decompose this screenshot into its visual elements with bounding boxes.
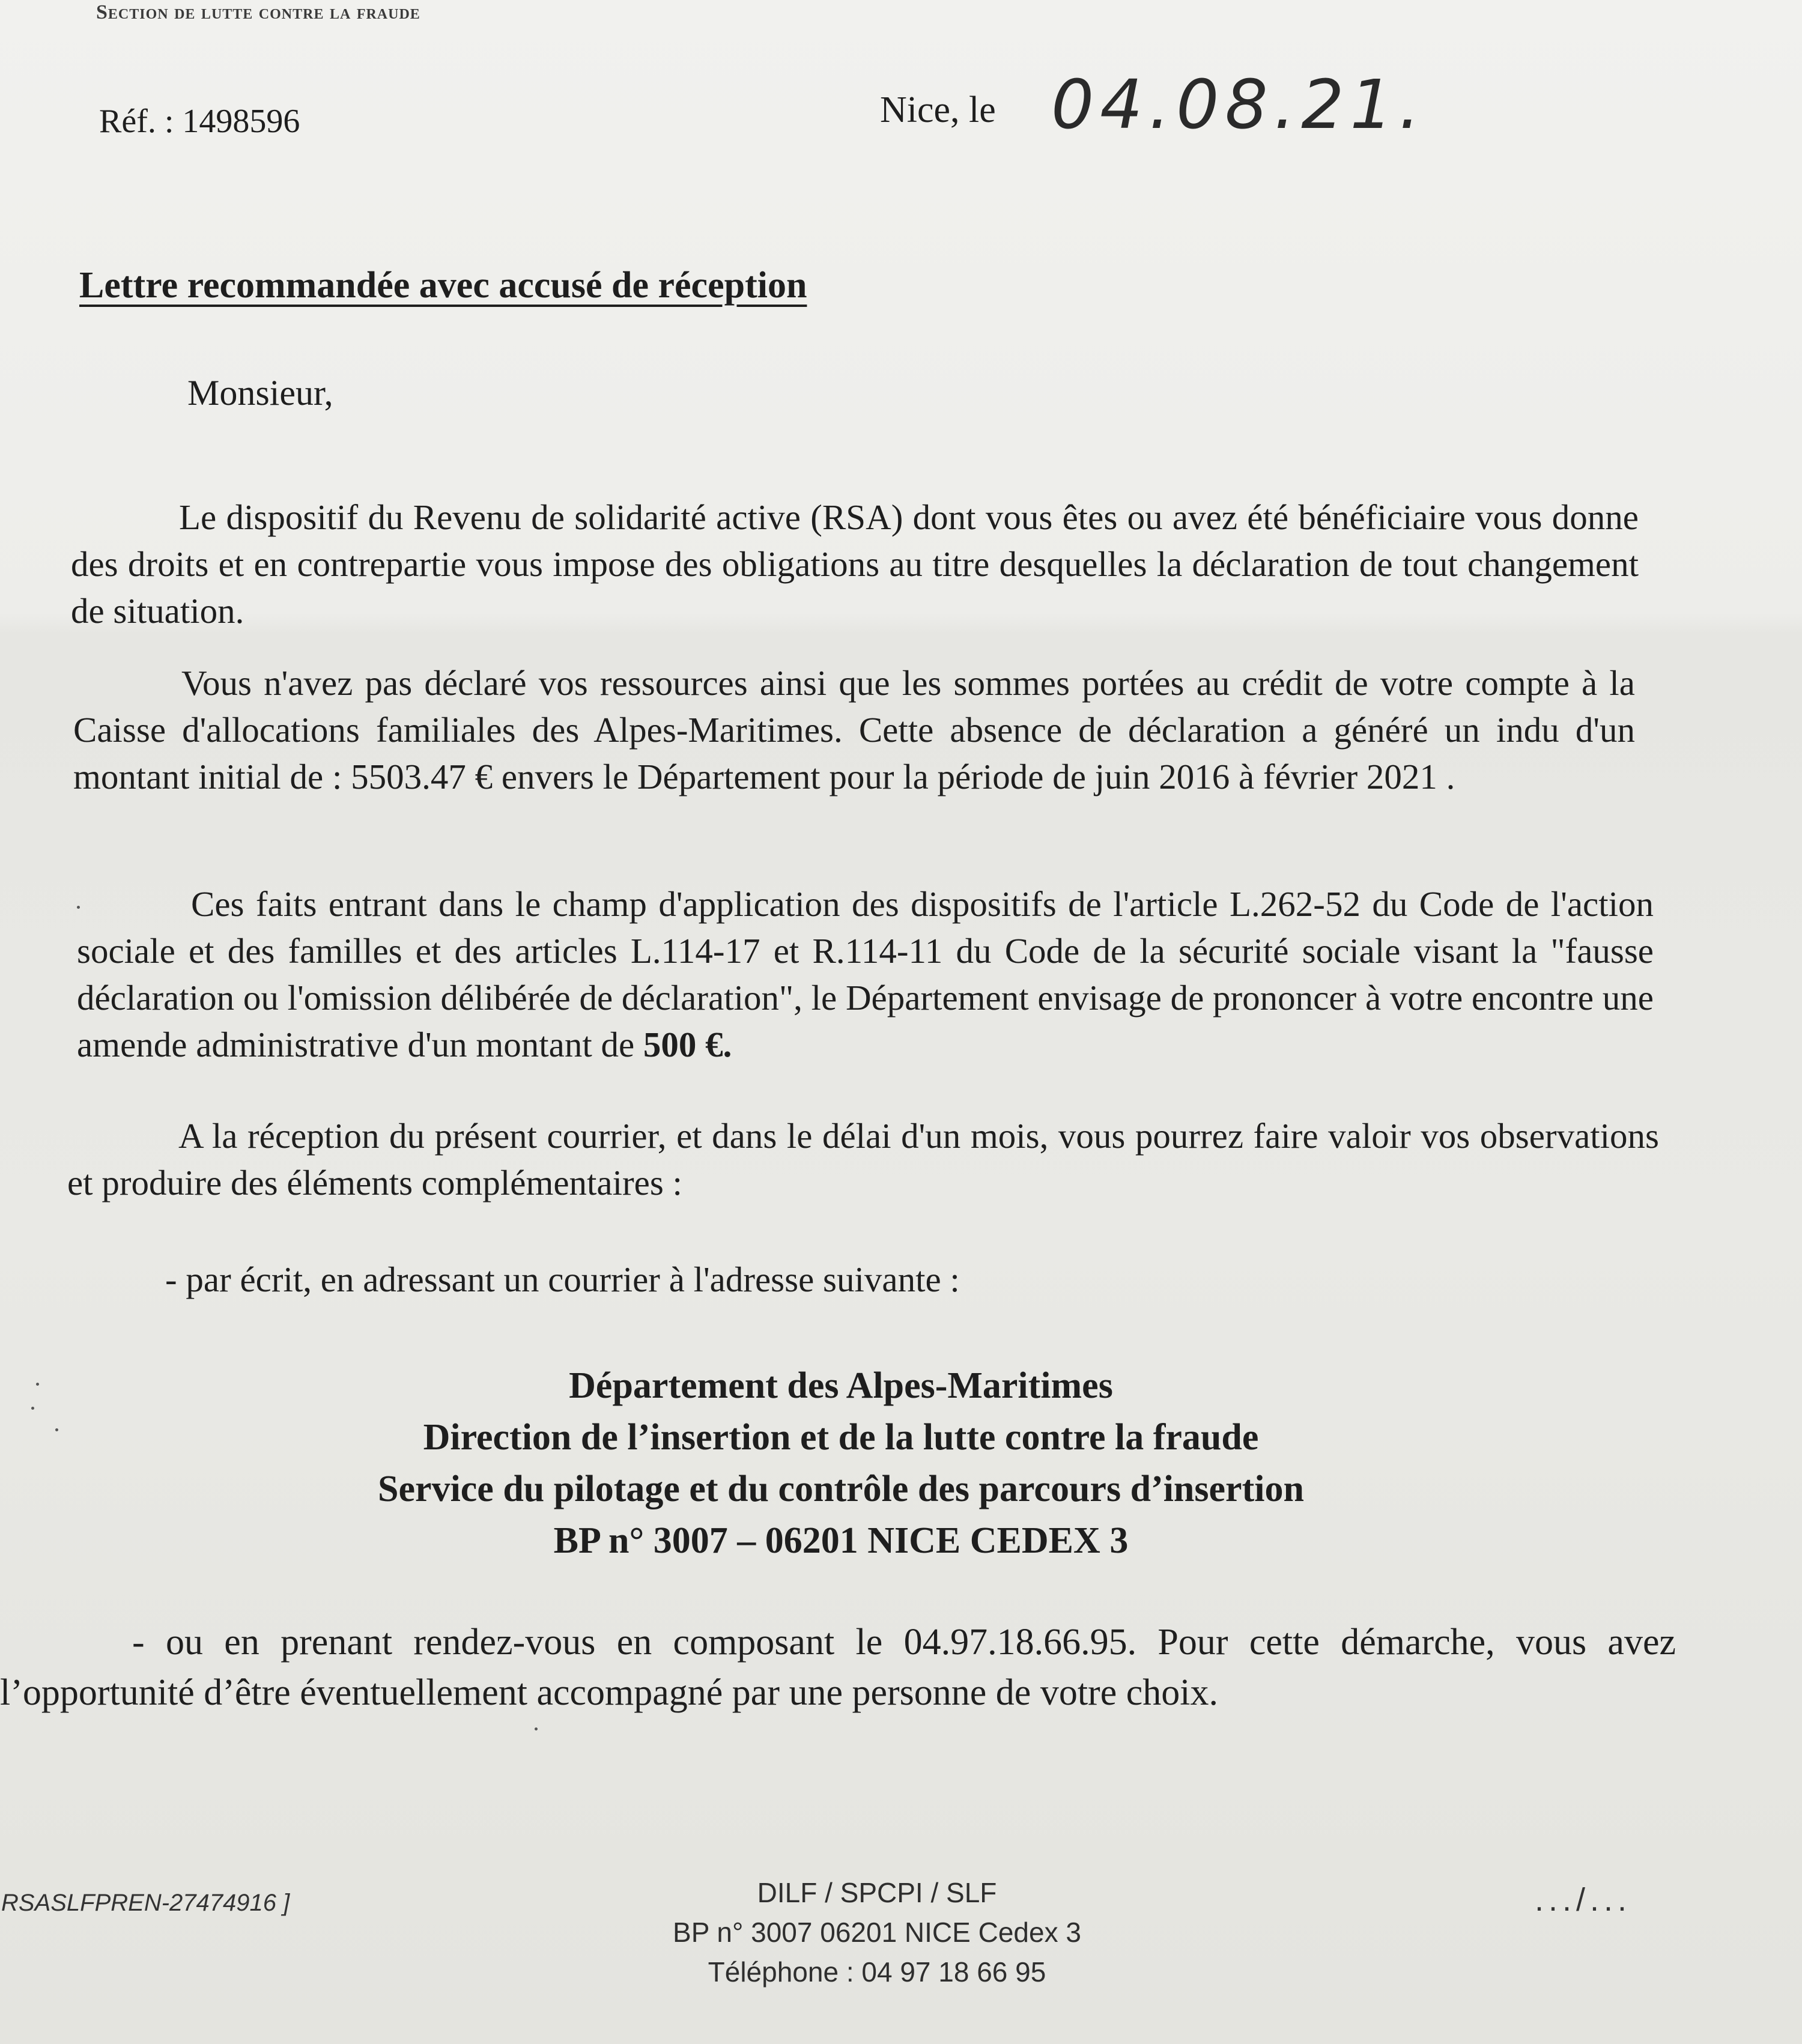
paragraph-response-deadline xyxy=(67,1112,1659,1206)
paragraph-2-text: Vous n'avez pas déclaré vos ressources ainsi que les sommes portées au crédit de votre compte à la Caisse d'allocations familiales des Alpes-Maritimes. Cette absence de déclaration a généré un indu d'un montant initial de : 5503.47 € envers le Département pour la période de juin 2016 à février 2021 . xyxy=(73,663,1635,796)
handwritten-date: 04.08.21. xyxy=(1051,66,1427,144)
paragraph-rsa-obligations xyxy=(71,494,1639,634)
continued-marker: .../... xyxy=(1535,1882,1632,1918)
mailing-address-block xyxy=(0,1360,1682,1566)
footer-contact-block xyxy=(541,1873,1213,1992)
fine-amount: 500 €. xyxy=(643,1025,732,1064)
address-line-postal: BP n° 3007 – 06201 NICE CEDEX 3 xyxy=(553,1520,1129,1561)
paper-speck xyxy=(77,906,80,909)
footer-line-address: BP n° 3007 06201 NICE Cedex 3 xyxy=(673,1917,1081,1948)
paragraph-undeclared-resources xyxy=(73,660,1635,800)
reference-number: Réf. : 1498596 xyxy=(99,103,300,140)
paragraph-3-text: Ces faits entrant dans le champ d'application des dispositifs de l'article L.262-52 du Code de l'action sociale et des familles et des articles L.114-17 et R.114-11 du Code de la sécurité sociale visant la "fausse déclaration ou l'omission délibérée de déclaration", le Département envisage de prononcer à votre encontre une amende administrative d'un montant de xyxy=(77,884,1654,1064)
paragraph-legal-basis xyxy=(77,881,1654,1068)
paragraph-5-text: - ou en prenant rendez-vous en composant le 04.97.18.66.95. Pour cette démarche, vous avez l’opportunité d’être éventuellement accompagné par une personne de votre choix. xyxy=(0,1622,1676,1713)
address-line-department: Département des Alpes-Maritimes xyxy=(569,1365,1113,1406)
footer-document-code: RSASLFPREN-27474916 ] xyxy=(1,1890,290,1916)
footer-line-phone: Téléphone : 04 97 18 66 95 xyxy=(708,1956,1046,1988)
paragraph-1-text: Le dispositif du Revenu de solidarité active (RSA) dont vous êtes ou avez été bénéficiaire vous donne des droits et en contrepartie vous impose des obligations au titre desquelles la déclaration de tout changement de situation. xyxy=(71,497,1639,631)
letter-subject: Lettre recommandée avec accusé de réception xyxy=(79,265,807,306)
address-line-direction: Direction de l’insertion et de la lutte contre la fraude xyxy=(423,1417,1259,1458)
paper-speck xyxy=(535,1727,538,1730)
paragraph-4-text: A la réception du présent courrier, et dans le délai d'un mois, vous pourrez faire valoir vos observations et produire des éléments complémentaires : xyxy=(67,1116,1659,1202)
address-line-service: Service du pilotage et du contrôle des parcours d’insertion xyxy=(378,1469,1304,1509)
option-written-reply: - par écrit, en adressant un courrier à l'adresse suivante : xyxy=(165,1260,960,1299)
paper-speck xyxy=(36,1383,39,1386)
section-header: Section de lutte contre la fraude xyxy=(96,1,420,23)
place-label: Nice, le xyxy=(880,89,996,130)
salutation: Monsieur, xyxy=(187,373,333,413)
paragraph-appointment-option xyxy=(0,1617,1676,1718)
paper-speck xyxy=(55,1428,58,1431)
paper-speck xyxy=(31,1407,34,1410)
footer-line-service: DILF / SPCPI / SLF xyxy=(757,1877,997,1908)
